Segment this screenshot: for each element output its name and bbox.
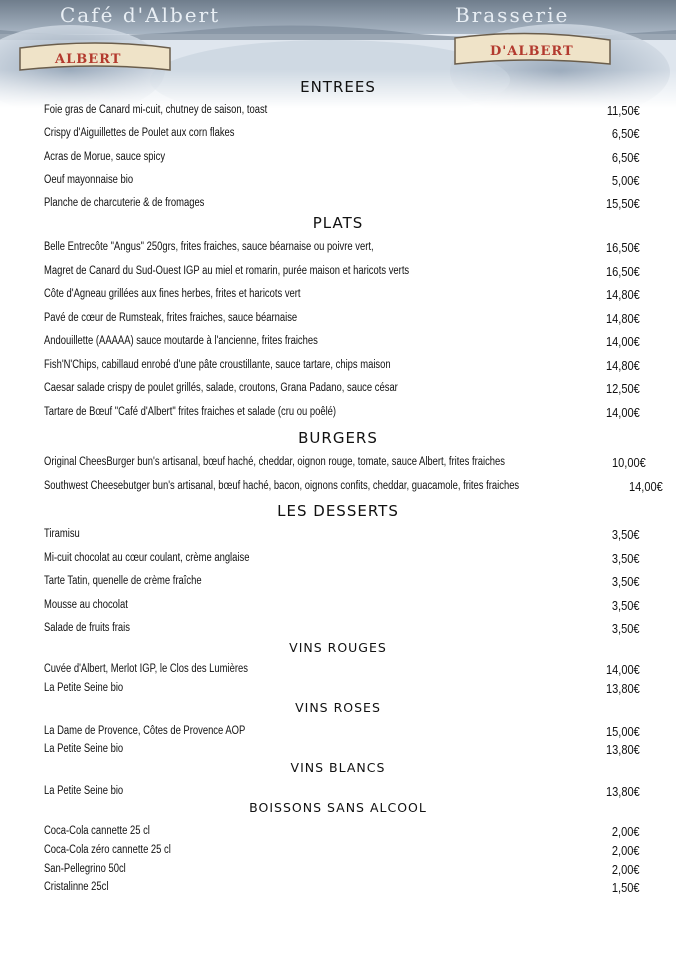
section-title-vins-roses: VINS ROSES bbox=[295, 700, 381, 715]
menu-item bbox=[44, 309, 640, 327]
item-name: Original CheesBurger bun's artisanal, bœuf haché, cheddar, oignon rouge, tomate, sauce Albert, frites fraiches bbox=[44, 456, 505, 468]
menu-item bbox=[44, 722, 640, 740]
item-name: Coca-Cola cannette 25 cl bbox=[44, 825, 150, 837]
item-price: 13,80€ bbox=[606, 783, 640, 799]
menu-item bbox=[44, 124, 640, 142]
menu-item bbox=[44, 549, 640, 567]
menu-item bbox=[44, 782, 640, 800]
menu-item bbox=[44, 238, 640, 256]
menu-item bbox=[44, 171, 640, 189]
item-price: 14,80€ bbox=[606, 357, 640, 373]
item-name: Tartare de Bœuf "Café d'Albert" frites fraiches et salade (cru ou poêlé) bbox=[44, 406, 337, 418]
menu-item bbox=[44, 379, 640, 397]
section-title-burgers: BURGERS bbox=[298, 429, 378, 447]
item-name: La Dame de Provence, Côtes de Provence AOP bbox=[44, 725, 246, 737]
item-price: 3,50€ bbox=[612, 620, 640, 636]
menu-item bbox=[44, 619, 640, 637]
item-price: 14,00€ bbox=[629, 478, 664, 494]
menu-item bbox=[44, 194, 640, 212]
item-price: 13,80€ bbox=[606, 680, 640, 696]
menu-item bbox=[44, 841, 640, 859]
sign-left-text: ALBERT bbox=[55, 52, 122, 67]
item-name: La Petite Seine bio bbox=[44, 743, 124, 755]
menu-item bbox=[44, 477, 664, 495]
item-price: 15,50€ bbox=[606, 195, 640, 211]
item-name: Crispy d'Aiguillettes de Poulet aux corn flakes bbox=[44, 127, 235, 139]
item-price: 2,00€ bbox=[612, 823, 640, 839]
item-name: Tarte Tatin, quenelle de crème fraîche bbox=[44, 575, 202, 587]
item-name: Belle Entrecôte "Angus" 250grs, frites fraiches, sauce béarnaise ou poivre vert, bbox=[44, 241, 374, 253]
item-price: 10,00€ bbox=[612, 454, 646, 470]
item-price: 14,80€ bbox=[606, 286, 640, 302]
item-name: Foie gras de Canard mi-cuit, chutney de saison, toast bbox=[44, 104, 268, 116]
menu-item bbox=[44, 101, 640, 119]
item-name: Pavé de cœur de Rumsteak, frites fraiches, sauce béarnaise bbox=[44, 312, 298, 324]
item-price: 1,50€ bbox=[612, 879, 640, 895]
menu-item bbox=[44, 285, 640, 303]
sign-right-text: D'ALBERT bbox=[490, 44, 574, 59]
item-price: 16,50€ bbox=[606, 263, 640, 279]
menu-item bbox=[44, 148, 640, 166]
menu-item bbox=[44, 822, 640, 840]
item-price: 3,50€ bbox=[612, 526, 640, 542]
item-price: 11,50€ bbox=[607, 102, 640, 118]
menu-item bbox=[44, 262, 640, 280]
item-price: 12,50€ bbox=[606, 380, 640, 396]
item-name: Mi-cuit chocolat au cœur coulant, crème anglaise bbox=[44, 552, 250, 564]
menu-item bbox=[44, 679, 640, 697]
section-title-plats: PLATS bbox=[312, 214, 364, 232]
item-name: Salade de fruits frais bbox=[44, 622, 130, 634]
item-price: 14,00€ bbox=[606, 333, 640, 349]
menu-item bbox=[44, 356, 640, 374]
menu-item bbox=[44, 596, 640, 614]
item-name: Andouillette (AAAAA) sauce moutarde à l'ancienne, frites fraiches bbox=[44, 335, 318, 347]
item-price: 6,50€ bbox=[612, 125, 640, 141]
item-name: La Petite Seine bio bbox=[44, 785, 124, 797]
awning-left-text: Café d'Albert bbox=[60, 3, 221, 27]
menu-item bbox=[44, 740, 640, 758]
item-price: 16,50€ bbox=[606, 239, 640, 255]
item-name: Cuvée d'Albert, Merlot IGP, le Clos des Lumières bbox=[44, 663, 248, 675]
item-price: 15,00€ bbox=[606, 723, 640, 739]
item-name: Caesar salade crispy de poulet grillés, salade, croutons, Grana Padano, sauce césar bbox=[44, 382, 398, 394]
item-name: Fish'N'Chips, cabillaud enrobé d'une pâte croustillante, sauce tartare, chips maison bbox=[44, 359, 391, 371]
item-name: Southwest Cheesebutger bun's artisanal, bœuf haché, bacon, oignons confits, cheddar, guacamole, frites fraiches bbox=[44, 480, 520, 492]
menu-item bbox=[44, 878, 640, 896]
section-title-vins-blancs: VINS BLANCS bbox=[290, 760, 386, 775]
section-title-vins-rouges: VINS ROUGES bbox=[289, 640, 387, 655]
item-name: Planche de charcuterie & de fromages bbox=[44, 197, 205, 209]
menu-item bbox=[44, 572, 640, 590]
menu-item bbox=[44, 453, 646, 471]
menu-item bbox=[44, 525, 640, 543]
item-price: 14,00€ bbox=[606, 404, 640, 420]
section-title-boissons: BOISSONS SANS ALCOOL bbox=[249, 800, 427, 815]
item-name: Côte d'Agneau grillées aux fines herbes, frites et haricots vert bbox=[44, 288, 301, 300]
menu-item bbox=[44, 860, 640, 878]
menu-item bbox=[44, 660, 640, 678]
item-name: Oeuf mayonnaise bio bbox=[44, 174, 134, 186]
item-price: 14,80€ bbox=[606, 310, 640, 326]
item-price: 13,80€ bbox=[606, 741, 640, 757]
item-price: 14,00€ bbox=[606, 661, 640, 677]
item-name: La Petite Seine bio bbox=[44, 682, 124, 694]
item-price: 5,00€ bbox=[612, 172, 640, 188]
item-price: 3,50€ bbox=[612, 550, 640, 566]
awning-right-text: Brasserie bbox=[455, 3, 570, 27]
item-name: Tiramisu bbox=[44, 528, 80, 540]
item-name: San-Pellegrino 50cl bbox=[44, 863, 126, 875]
item-price: 3,50€ bbox=[612, 573, 640, 589]
item-price: 2,00€ bbox=[612, 842, 640, 858]
menu-item bbox=[44, 403, 640, 421]
item-name: Mousse au chocolat bbox=[44, 599, 128, 611]
section-title-entrees: ENTREES bbox=[300, 78, 376, 96]
item-name: Cristalinne 25cl bbox=[44, 881, 109, 893]
item-name: Acras de Morue, sauce spicy bbox=[44, 151, 166, 163]
menu-item bbox=[44, 332, 640, 350]
section-title-desserts: LES DESSERTS bbox=[277, 502, 399, 520]
item-price: 2,00€ bbox=[612, 861, 640, 877]
item-price: 3,50€ bbox=[612, 597, 640, 613]
item-price: 6,50€ bbox=[612, 149, 640, 165]
item-name: Magret de Canard du Sud-Ouest IGP au miel et romarin, purée maison et haricots verts bbox=[44, 265, 410, 277]
item-name: Coca-Cola zéro cannette 25 cl bbox=[44, 844, 171, 856]
